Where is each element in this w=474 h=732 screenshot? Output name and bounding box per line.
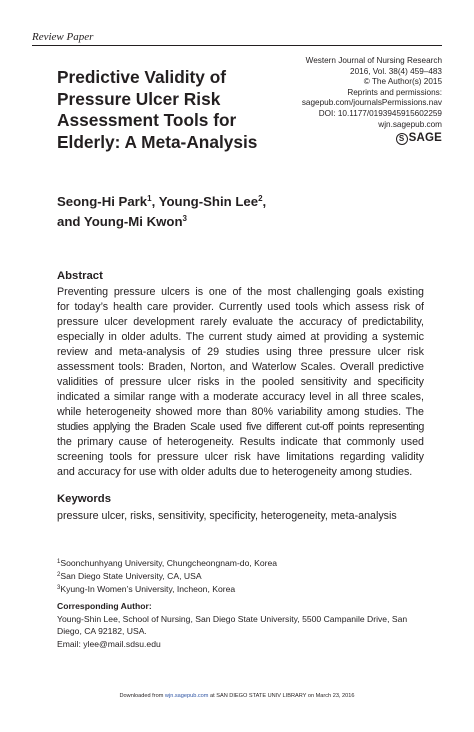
title-line: Pressure Ulcer Risk [57, 88, 221, 109]
copyright-line: © The Author(s) 2015 [363, 77, 442, 87]
affiliation-number: 2 [57, 572, 61, 578]
abstract-line: validities of pressure ulcer risks in the pooled sensitivity and specificity [57, 376, 424, 388]
header-rule [32, 45, 442, 46]
sage-logo-text: SAGE [408, 132, 442, 145]
permissions-link[interactable]: sagepub.com/journalsPermissions.nav [301, 98, 442, 108]
doi-line[interactable]: DOI: 10.1177/0193945915602259 [318, 108, 442, 118]
abstract-line: Preventing pressure ulcers is one of the most challenging goals existing [57, 286, 424, 298]
keywords-heading: Keywords [57, 493, 111, 505]
journal-name: Western Journal of Nursing Research [305, 56, 442, 65]
abstract-line: screening tools for pressure ulcer risk have limitations regarding validity [57, 451, 424, 463]
affiliation-marker: 3 [182, 214, 187, 223]
affiliation-marker: 1 [147, 194, 152, 203]
corresponding-author-details [57, 613, 427, 650]
abstract-body [57, 285, 424, 480]
abstract-line: pressure ulcer development rarely evaluate the accuracy of predictability, [57, 316, 424, 328]
journal-info [302, 56, 442, 145]
affiliation-text: Soonchunhyang University, Chungcheongnam-do, Korea [60, 558, 278, 568]
keywords-list: pressure ulcer, risks, sensitivity, specificity, heterogeneity, meta-analysis [57, 510, 397, 522]
author-name: Young-Mi Kwon [83, 214, 183, 229]
title-line: Predictive Validity of [57, 67, 227, 87]
abstract-line: indicated a similar range with a moderate accuracy level in all three scales, [57, 391, 424, 403]
corresponding-author-heading: Corresponding Author: [57, 601, 152, 611]
affiliation-item [57, 557, 277, 570]
article-title [57, 67, 287, 153]
authors-line-2 [57, 212, 266, 232]
download-prefix: Downloaded from [119, 693, 165, 699]
affiliations [57, 557, 277, 596]
download-suffix: at SAN DIEGO STATE UNIV LIBRARY on March 23, 2016 [208, 693, 355, 699]
reprints-label: Reprints and permissions: [347, 87, 442, 97]
journal-volume: 2016, Vol. 38(4) 459–483 [350, 66, 442, 76]
sage-logo [302, 132, 442, 145]
affiliation-marker: 2 [258, 194, 263, 203]
affiliation-number: 1 [57, 559, 61, 565]
corresponding-email[interactable]: Email: ylee@mail.sdsu.edu [57, 638, 161, 649]
affiliation-text: Kyung-In Women’s University, Incheon, Korea [60, 584, 236, 594]
affiliation-item [57, 570, 277, 583]
corresponding-line: Diego, CA 92182, USA. [57, 626, 147, 637]
authors-line-1: Seong-Hi Park$^1$, Young-Shin Lee$^2$, [57, 194, 267, 209]
author-name: Seong-Hi Park [57, 194, 148, 209]
affiliation-text: San Diego State University, CA, USA [60, 571, 202, 581]
download-source-link[interactable]: wjn.sagepub.com [164, 693, 209, 699]
abstract-line: while heterogeneity showed more than 80% variability among studies. The [57, 406, 424, 418]
abstract-line: and accuracy for use with older adults due to heterogeneity among studies. [57, 466, 413, 478]
abstract-line: assessment tools: Braden, Norton, and Waterlow Scales. Overall predictive [57, 361, 424, 373]
abstract-line: for today’s health care provider. Currently used tools which assess risk of [57, 301, 424, 313]
abstract-line: studies applying the Braden Scale used five different cut-off points representing [57, 421, 424, 433]
abstract-heading: Abstract [57, 270, 103, 282]
corresponding-line: Young-Shin Lee, School of Nursing, San Diego State University, 5500 Campanile Drive, San [57, 614, 408, 624]
sage-s-icon: S [396, 133, 408, 145]
author-list [57, 192, 266, 232]
author-name: Young-Shin Lee [158, 194, 259, 209]
affiliation-number: 3 [57, 585, 61, 591]
abstract-line: the primary cause of heterogeneity. Results indicate that commonly used [57, 436, 424, 448]
title-line: Assessment Tools for [57, 110, 237, 130]
abstract-line: review and meta-analysis of 29 studies using three pressure ulcer risk [57, 346, 424, 358]
journal-url[interactable]: wjn.sagepub.com [378, 119, 442, 129]
title-line: Elderly: A Meta-Analysis [57, 131, 258, 152]
affiliation-item [57, 583, 277, 596]
abstract-line: especially in older adults. The current study aimed at providing a systemic [57, 331, 424, 343]
author-conjunction: and [57, 214, 84, 229]
running-title: Review Paper [32, 31, 94, 43]
download-notice [0, 693, 474, 699]
